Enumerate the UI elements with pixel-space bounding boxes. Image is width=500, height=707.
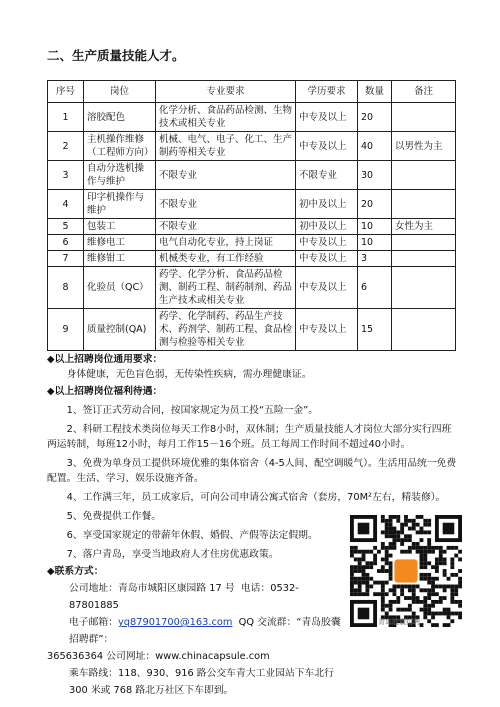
general-req-heading: ◆以上招聘岗位通用要求：: [47, 354, 163, 365]
header-note: 备注: [392, 81, 456, 103]
cell-no: 4: [48, 190, 84, 219]
general-req-text: 身体健康，无色盲色弱，无传染性疾病，需办理健康证。: [66, 369, 312, 380]
cell-edu: 不限专业: [296, 161, 358, 190]
contact-address-line: [47, 580, 347, 614]
cell-post: 印字机操作与维护: [84, 190, 156, 219]
cell-no: 3: [48, 161, 84, 190]
cell-post: 质量控制(QA): [84, 309, 156, 351]
table-row: [48, 103, 456, 132]
cell-edu: 中专及以上: [296, 132, 358, 161]
qq-name: “青岛胶囊招聘群”：: [69, 617, 341, 645]
cell-no: 9: [48, 309, 84, 351]
qr-code-image: [350, 515, 462, 627]
cell-post: 维修电工: [84, 235, 156, 251]
cell-no: 2: [48, 132, 84, 161]
phone-value: 0532-87801885: [69, 583, 299, 611]
benefit-item: 7、落户青岛，享受当地政府人才住房优惠政策。: [66, 549, 279, 560]
cell-no: 5: [48, 219, 84, 235]
cell-post: 自动分选机操作与维护: [84, 161, 156, 190]
cell-major: 不限专业: [156, 219, 296, 235]
email-link[interactable]: yq87901700@163.com: [117, 617, 233, 628]
cell-count: 3: [358, 251, 392, 267]
phone-label: 电话：: [240, 583, 271, 594]
cell-count: 40: [358, 132, 392, 161]
cell-count: 20: [358, 190, 392, 219]
cell-no: 6: [48, 235, 84, 251]
benefit-item: 2、科研工程技术类岗位每天工作8小时，双休制；生产质量技能人才岗位大部分实行四班两运转制，每班12小时，每月工作15－16个班。员工每周工作时间不超过40小时。: [47, 424, 452, 450]
table-row: [48, 309, 456, 351]
cell-note: [392, 190, 456, 219]
contact-email-line: [47, 614, 347, 648]
cell-note: [392, 103, 456, 132]
cell-major: 药学、化学分析、食品药品检测、制药工程、制药制剂、药品生产技术或相关专业: [156, 267, 296, 309]
table-row: [48, 251, 456, 267]
contact-heading: ◆联系方式：: [47, 566, 104, 577]
cell-note: 女性为主: [392, 219, 456, 235]
web-label: 公司网址：: [106, 651, 156, 662]
qr-caption: 青岛胶囊招聘: [378, 618, 420, 626]
cell-post: 主机操作维修（工程师方向）: [84, 132, 156, 161]
address-label: 公司地址：: [69, 583, 118, 594]
cell-count: 15: [358, 309, 392, 351]
cell-edu: 中专及以上: [296, 251, 358, 267]
contact-qq-line: [47, 648, 347, 665]
cell-major: 药学、化学制药、药品生产技术、药剂学、制药工程、食品检测与检验等相关专业: [156, 309, 296, 351]
cell-edu: 中专及以上: [296, 103, 358, 132]
qq-number: 365636364: [47, 651, 104, 662]
table-header-row: [48, 81, 456, 103]
cell-no: 8: [48, 267, 84, 309]
table-row: [48, 132, 456, 161]
benefit-item: 4、工作满三年，员工成家后，可向公司申请公寓式宿舍（套房，70M²左右，精装修）。: [66, 492, 446, 503]
section-title: 二、生产质量技能人才。: [47, 48, 185, 63]
table-row: [48, 267, 456, 309]
jobs-table: [47, 80, 456, 351]
cell-post: 维修钳工: [84, 251, 156, 267]
cell-major: 电气自动化专业，持上岗证: [156, 235, 296, 251]
header-major: 专业要求: [156, 81, 296, 103]
cell-note: [392, 161, 456, 190]
web-link[interactable]: www.chinacapsule.com: [155, 651, 270, 662]
cell-edu: 中专及以上: [296, 309, 358, 351]
cell-major: 不限专业: [156, 161, 296, 190]
header-edu: 学历要求: [296, 81, 358, 103]
cell-count: 10: [358, 235, 392, 251]
benefit-item: 6、享受国家规定的带薪年休假、婚假、产假等法定假期。: [66, 530, 318, 541]
cell-note: [392, 251, 456, 267]
benefits-heading: ◆以上招聘岗位福利待遇：: [47, 386, 163, 397]
table-row: [48, 219, 456, 235]
cell-post: 包装工: [84, 219, 156, 235]
contact-block: [47, 563, 347, 699]
benefit-item: 5、免费提供工作餐。: [66, 511, 161, 522]
cell-major: 机械、电气、电子、化工、生产制药等相关专业: [156, 132, 296, 161]
cell-note: [392, 309, 456, 351]
cell-count: 30: [358, 161, 392, 190]
benefit-item: 3、免费为单身员工提供环境优雅的集体宿舍（4-5人间、配空调暖气）。生活用品统一免费配置。生活、学习、娱乐设施齐备。: [47, 458, 457, 484]
cell-edu: 初中及以上: [296, 219, 358, 235]
cell-note: [392, 267, 456, 309]
qq-label: QQ 交流群：: [238, 617, 297, 628]
cell-count: 6: [358, 267, 392, 309]
benefit-item: 1、签订正式劳动合同，按国家规定为员工投“五险一金”。: [66, 405, 319, 416]
header-count: 数量: [358, 81, 392, 103]
address-value: 青岛市城阳区康园路 17 号: [117, 583, 235, 594]
cell-edu: 初中及以上: [296, 190, 358, 219]
cell-major: 化学分析、食品药品检测、生物技术或相关专业: [156, 103, 296, 132]
cell-no: 7: [48, 251, 84, 267]
cell-edu: 中专及以上: [296, 267, 358, 309]
cell-count: 10: [358, 219, 392, 235]
table-row: [48, 190, 456, 219]
cell-note: 以男性为主: [392, 132, 456, 161]
cell-no: 1: [48, 103, 84, 132]
cell-post: 化验员（QC）: [84, 267, 156, 309]
bus-route: 乘车路线：118、930、916 路公交车青大工业园站下车北行 300 米或 768 路北万社区下车即到。: [69, 668, 334, 696]
header-no: 序号: [48, 81, 84, 103]
cell-major: 机械类专业，有工作经验: [156, 251, 296, 267]
cell-major: 不限专业: [156, 190, 296, 219]
email-label: 电子邮箱：: [69, 617, 118, 628]
cell-edu: 中专及以上: [296, 235, 358, 251]
cell-count: 20: [358, 103, 392, 132]
cell-post: 溶胶配色: [84, 103, 156, 132]
header-post: 岗位: [84, 81, 156, 103]
table-row: [48, 161, 456, 190]
table-row: [48, 235, 456, 251]
cell-note: [392, 235, 456, 251]
